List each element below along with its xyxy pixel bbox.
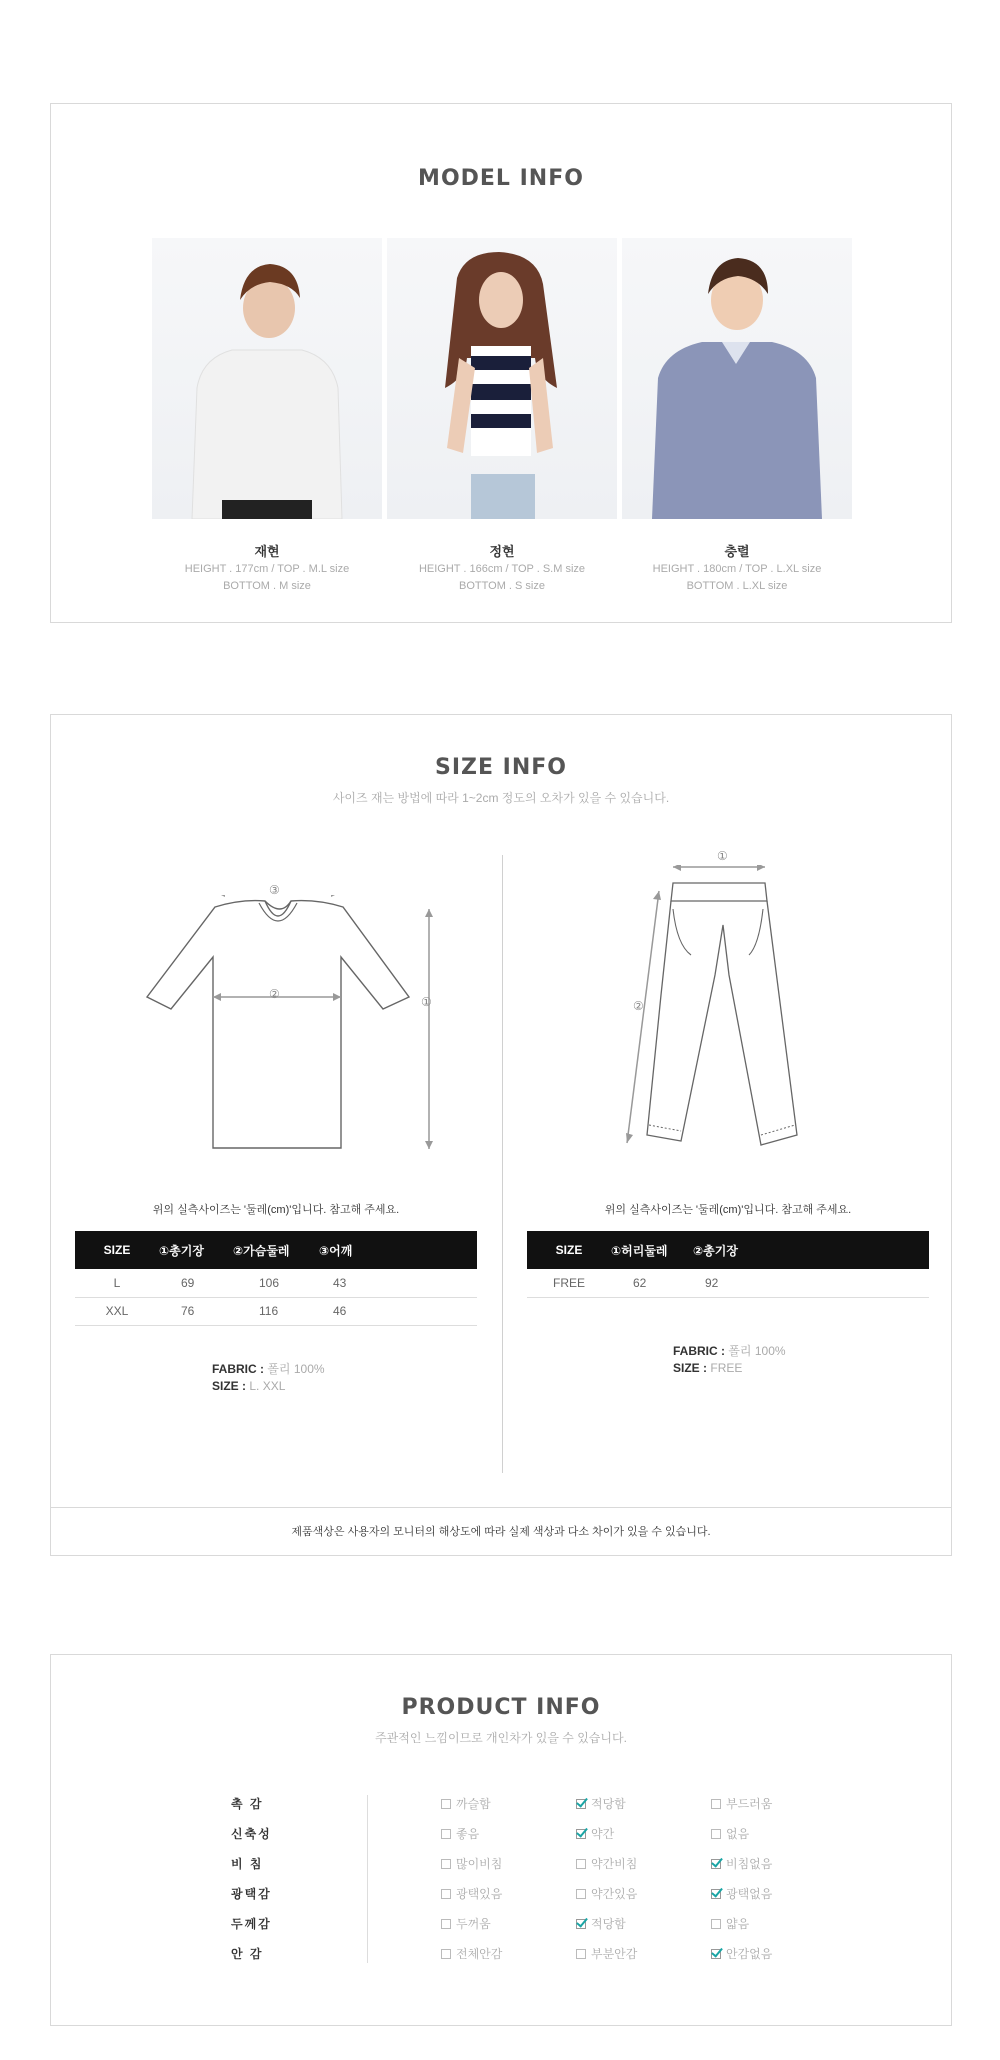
attribute-option xyxy=(441,1945,502,1962)
checkbox-icon xyxy=(441,1889,451,1899)
model-size-line: BOTTOM . M size xyxy=(223,580,311,592)
measure-note: 위의 실측사이즈는 '둘레(cm)'입니다. 참고해 주세요. xyxy=(604,1204,852,1216)
checkbox-icon xyxy=(441,1799,451,1809)
top-garment-diagram xyxy=(131,895,471,1165)
checkbox-icon xyxy=(711,1829,721,1839)
size-value: L. XXL xyxy=(249,1379,286,1393)
model-size-line: HEIGHT . 177cm / TOP . M.L size xyxy=(184,563,350,575)
table-cell: 106 xyxy=(233,1269,319,1297)
model-size-line: HEIGHT . 166cm / TOP . S.M size xyxy=(418,563,586,575)
attribute-label: 광택감 xyxy=(231,1887,272,1901)
checkbox-icon xyxy=(576,1889,586,1899)
table-header-row xyxy=(75,1231,477,1269)
model-card xyxy=(387,238,617,594)
model-size-line: HEIGHT . 180cm / TOP . L.XL size xyxy=(652,563,822,575)
model-size-line: BOTTOM . S size xyxy=(459,580,545,592)
attribute-option xyxy=(576,1945,637,1962)
checked-box-icon xyxy=(576,1829,586,1839)
attribute-option xyxy=(711,1825,749,1842)
model-info-panel xyxy=(50,103,952,623)
model-size-line: BOTTOM . L.XL size xyxy=(686,580,788,592)
option-label: 약간있음 xyxy=(591,1887,638,1901)
measure-marker: ① xyxy=(421,995,432,1009)
fabric-label: FABRIC : xyxy=(673,1344,725,1358)
attribute-option xyxy=(576,1855,637,1872)
attribute-option xyxy=(711,1915,749,1932)
size-info-title: SIZE INFO xyxy=(435,755,567,780)
fabric-label: FABRIC : xyxy=(212,1362,264,1376)
checkbox-icon xyxy=(441,1919,451,1929)
checked-box-icon xyxy=(711,1859,721,1869)
option-label: 약간 xyxy=(591,1827,615,1841)
measure-marker: ③ xyxy=(269,883,280,897)
fabric-value: 폴리 100% xyxy=(267,1362,325,1376)
product-info-title: PRODUCT INFO xyxy=(401,1695,601,1720)
size-info-subtitle: 사이즈 재는 방법에 따라 1~2cm 정도의 오차가 있을 수 있습니다. xyxy=(332,791,670,805)
table-cell: FREE xyxy=(527,1269,611,1297)
size-label: SIZE : xyxy=(212,1379,247,1393)
model-name: 정현 xyxy=(489,544,515,559)
option-label: 많이비침 xyxy=(456,1857,503,1871)
product-info-subtitle: 주관적인 느낌이므로 개인차가 있을 수 있습니다. xyxy=(375,1731,627,1745)
model-card xyxy=(152,238,382,594)
option-label: 적당함 xyxy=(591,1797,626,1811)
checked-box-icon xyxy=(576,1919,586,1929)
table-cell: XXL xyxy=(75,1297,159,1325)
attribute-row xyxy=(51,1825,951,1855)
attribute-option xyxy=(576,1915,626,1932)
table-header: SIZE xyxy=(527,1231,611,1269)
table-header: ③어깨 xyxy=(319,1231,477,1269)
table-header: ②총기장 xyxy=(693,1231,929,1269)
attribute-option xyxy=(441,1795,491,1812)
size-value: FREE xyxy=(710,1361,743,1375)
option-label: 부분안감 xyxy=(591,1947,638,1961)
option-label: 약간비침 xyxy=(591,1857,638,1871)
measure-marker: ① xyxy=(717,849,728,863)
table-cell: 62 xyxy=(611,1269,693,1297)
model-photo xyxy=(152,238,382,519)
measure-note: 위의 실측사이즈는 '둘레(cm)'입니다. 참고해 주세요. xyxy=(152,1204,400,1216)
attribute-option xyxy=(441,1855,502,1872)
table-cell: 69 xyxy=(159,1269,233,1297)
table-cell: 92 xyxy=(693,1269,929,1297)
column-divider xyxy=(502,855,503,1473)
attribute-label: 비 침 xyxy=(231,1857,264,1871)
option-label: 광택없음 xyxy=(726,1887,773,1901)
bottom-size-table xyxy=(527,1231,929,1298)
checkbox-icon xyxy=(711,1919,721,1929)
model-photo-illustration xyxy=(152,238,382,519)
color-disclaimer: 제품색상은 사용자의 모니터의 해상도에 따라 실제 색상과 다소 차이가 있을 수 있습니다. xyxy=(51,1507,951,1555)
table-cell: 46 xyxy=(319,1297,477,1325)
attribute-row xyxy=(51,1855,951,1885)
bottom-fabric-info xyxy=(673,1343,786,1377)
top-fabric-info xyxy=(212,1361,325,1395)
option-label: 비침없음 xyxy=(726,1857,773,1871)
checkbox-icon xyxy=(711,1799,721,1809)
option-label: 얇음 xyxy=(726,1917,750,1931)
attribute-label: 두께감 xyxy=(231,1917,272,1931)
checked-box-icon xyxy=(576,1799,586,1809)
attribute-option xyxy=(576,1885,637,1902)
checkbox-icon xyxy=(441,1949,451,1959)
attribute-label: 촉 감 xyxy=(231,1797,264,1811)
attribute-row xyxy=(51,1885,951,1915)
model-name: 재현 xyxy=(254,544,280,559)
bottom-garment-diagram xyxy=(611,865,871,1165)
size-label: SIZE : xyxy=(673,1361,708,1375)
option-label: 좋음 xyxy=(456,1827,480,1841)
model-photo xyxy=(622,238,852,519)
measure-marker: ② xyxy=(269,987,280,1001)
attribute-option xyxy=(441,1915,491,1932)
option-label: 까슬함 xyxy=(456,1797,491,1811)
product-info-panel xyxy=(50,1654,952,2026)
checkbox-icon xyxy=(441,1829,451,1839)
attribute-option xyxy=(576,1795,626,1812)
table-header: ②가슴둘레 xyxy=(233,1231,319,1269)
attribute-label: 안 감 xyxy=(231,1947,264,1961)
attribute-option xyxy=(576,1825,614,1842)
model-info-title: MODEL INFO xyxy=(418,166,584,191)
table-header-row xyxy=(527,1231,929,1269)
attribute-option xyxy=(441,1885,502,1902)
table-header: ①허리둘레 xyxy=(611,1231,693,1269)
attribute-option xyxy=(711,1795,772,1812)
checked-box-icon xyxy=(711,1949,721,1959)
model-photo-illustration xyxy=(622,238,852,519)
table-header: SIZE xyxy=(75,1231,159,1269)
checked-box-icon xyxy=(711,1889,721,1899)
option-label: 부드러움 xyxy=(726,1797,773,1811)
table-cell: L xyxy=(75,1269,159,1297)
checkbox-icon xyxy=(576,1859,586,1869)
option-label: 광택있음 xyxy=(456,1887,503,1901)
option-label: 없음 xyxy=(726,1827,750,1841)
option-label: 안감없음 xyxy=(726,1947,773,1961)
model-photo-illustration xyxy=(387,238,617,519)
measure-marker: ② xyxy=(633,999,644,1013)
attribute-option xyxy=(711,1855,772,1872)
model-card xyxy=(622,238,852,594)
attribute-row xyxy=(51,1945,951,1975)
model-photo xyxy=(387,238,617,519)
attribute-option xyxy=(711,1945,772,1962)
table-row xyxy=(75,1269,477,1297)
option-label: 전체안감 xyxy=(456,1947,503,1961)
checkbox-icon xyxy=(576,1949,586,1959)
table-row xyxy=(75,1297,477,1325)
checkbox-icon xyxy=(441,1859,451,1869)
table-cell: 76 xyxy=(159,1297,233,1325)
fabric-value: 폴리 100% xyxy=(728,1344,786,1358)
option-label: 적당함 xyxy=(591,1917,626,1931)
attribute-row xyxy=(51,1795,951,1825)
model-name: 충렬 xyxy=(724,544,750,559)
option-label: 두꺼움 xyxy=(456,1917,491,1931)
attribute-option xyxy=(441,1825,479,1842)
attribute-label: 신축성 xyxy=(231,1827,272,1841)
top-size-table xyxy=(75,1231,477,1326)
attribute-option xyxy=(711,1885,772,1902)
table-header: ①총기장 xyxy=(159,1231,233,1269)
attribute-row xyxy=(51,1915,951,1945)
table-cell: 43 xyxy=(319,1269,477,1297)
table-row xyxy=(527,1269,929,1297)
size-info-panel xyxy=(50,714,952,1556)
table-cell: 116 xyxy=(233,1297,319,1325)
